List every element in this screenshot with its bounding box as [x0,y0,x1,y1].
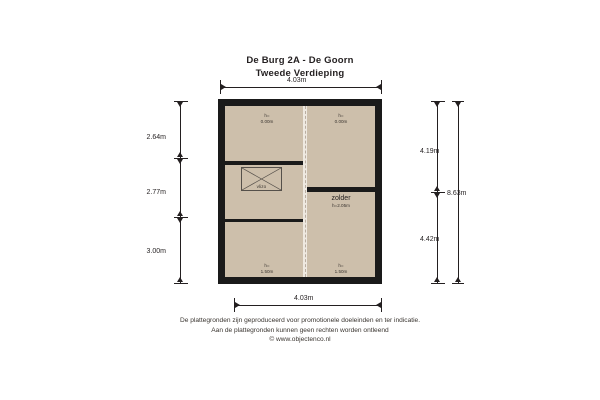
page-subtitle: Tweede Verdieping [255,68,345,79]
left-dim-label-2: 3.00m [146,248,166,255]
room-label-bottom-left-value: 1.50m [260,268,274,274]
room-label-top-right-value: 0.00m [334,118,348,124]
room-label-zolder-name: zolder [331,195,351,202]
room-label-top-right [321,113,361,124]
interior-wall-left-upper [225,161,303,165]
bottom-dim-arrow-right [376,302,381,308]
page-title: De Burg 2A - De Goorn [246,55,354,66]
room-label-bottom-right-h: h= [338,263,344,268]
left-dim-arrow-1b [177,211,183,216]
footer-copyright: © www.objectenco.nl [269,336,331,343]
room-label-zolder [309,194,373,209]
right-inner-tick-2 [431,283,445,284]
room-label-top-left-value: 0.00m [260,118,274,124]
top-dim-line [220,87,381,88]
left-dim-arrow-0a [177,102,183,107]
top-dim-tick-right [381,80,382,94]
left-dim-tick-3 [174,283,188,284]
interior-wall-left-lower [225,219,303,222]
right-outer-arrow-bottom [455,277,461,282]
right-outer-label: 8.63m [447,190,467,197]
room-left-block [225,106,303,277]
left-dim-label-0: 2.64m [146,134,166,141]
room-label-top-left [247,113,287,124]
left-dim-arrow-1a [177,159,183,164]
right-outer-tick-bottom [452,283,464,284]
right-inner-arrow-0b [434,186,440,191]
right-inner-arrow-1b [434,277,440,282]
top-dim-arrow-left [221,84,226,90]
right-inner-label-0: 4.19m [420,148,440,155]
left-dim-arrow-2b [177,277,183,282]
left-dim-label-1: 2.77m [146,189,166,196]
floorplan-outline [218,99,382,284]
bottom-dim-arrow-left [235,302,240,308]
footer-line-2: Aan de plattegronden kunnen geen rechten worden ontleend [211,326,389,334]
left-dim-line [180,101,181,283]
left-dim-arrow-0b [177,152,183,157]
right-inner-arrow-0a [434,102,440,107]
room-label-zolder-height: h=2.05m [331,203,350,208]
room-label-bottom-left-h: h= [264,263,270,268]
top-dim-arrow-right [376,84,381,90]
footer-line-1: De plattegronden zijn geproduceerd voor promotionele doeleinden en ter indicatie. [179,317,421,324]
left-dim-arrow-2a [177,218,183,223]
bottom-width-label: 4.03m [294,295,314,302]
right-inner-label-1: 4.42m [420,236,440,243]
bottom-dim-tick-right [381,298,382,312]
room-label-bottom-left [247,263,287,274]
vlizo-label: vlizo [256,184,267,189]
room-label-bottom-right-value: 1.50m [334,268,348,274]
right-inner-arrow-1a [434,193,440,198]
top-width-label: 4.03m [287,77,307,84]
center-dashed-line [305,106,306,277]
footer-disclaimer [0,316,600,345]
room-label-top-left-h: h= [264,113,270,118]
room-label-top-right-h: h= [338,113,344,118]
bottom-dim-line [234,305,381,306]
room-label-bottom-right [319,263,363,274]
right-outer-arrow-top [455,102,461,107]
interior-wall-right-middle [307,187,375,192]
